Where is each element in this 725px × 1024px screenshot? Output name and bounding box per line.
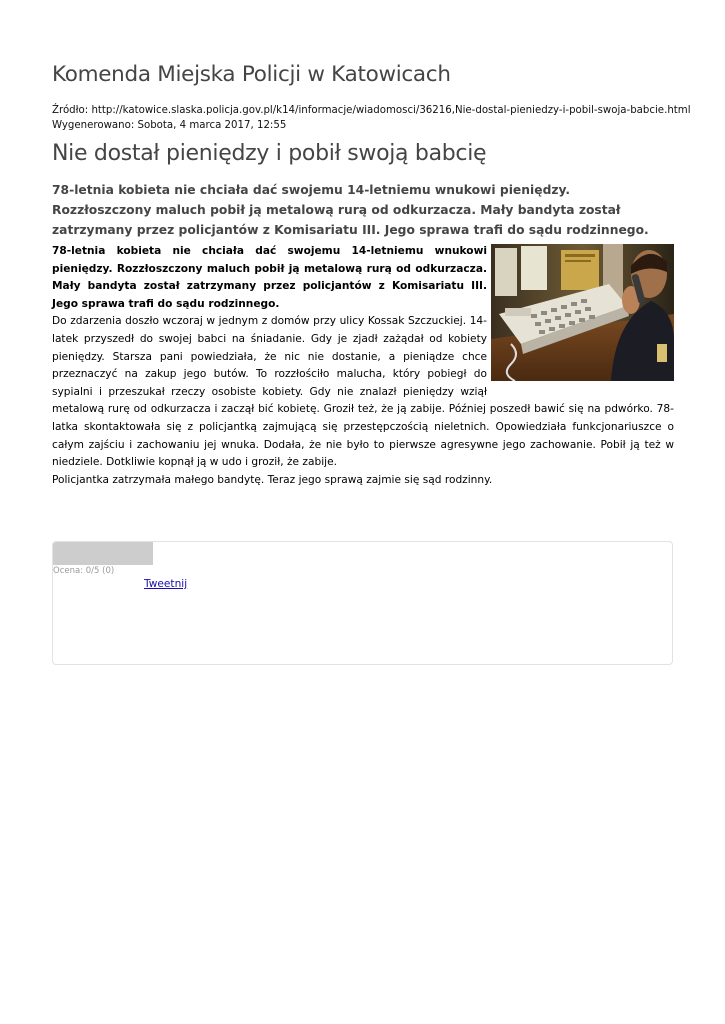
photo-image [491,244,674,381]
article-lead: 78-letnia kobieta nie chciała dać swojemu 14-letniemu wnukowi pieniędzy. Rozzłoszczony maluch pobił ją metalową rurą od odkurzacza. Mały bandyta został zatrzymany przez policjantów z Komisariatu III. Jego sprawa trafi do sądu rodzinnego. [52,183,649,237]
rating-stars[interactable] [53,542,153,565]
article-title: Nie dostał pieniędzy i pobił swoją babcię [52,141,487,166]
rating-text: Ocena: 0/5 (0) [53,566,115,576]
tweet-link[interactable]: Tweetnij [144,578,188,590]
body-paragraph: Do zdarzenia doszło wczoraj w jednym z domów przy ulicy Kossak Szczuckiej. 14-latek przyszedł do swojej babci na śniadanie. Gdy je zjadł zażądał od kobiety pieniędzy. Starsza pani powiedziała, że nic nie dostanie, a pieniądze chce przeznaczyć na zakup jego butów. To rozzłościło malucha, który pobiegł do sypialni i przeszukał rzeczy osobiste kobiety. Gdy nie znalazł pieniędzy wziął metalową rurę od odkurzacza i zaczął bić kobietę. Groził też, że ją zabije. Później poszedł bawić się na pdwórko. 78-latka skontaktowała się z policjantką zajmującą się przestępczością nieletnich. Opowiedziała funkcjonariuszce o całym zajściu i zachowaniu jej wnuka. Dodała, że nie było to pierwsze agresywne jego zachowanie. Pobił ją też w niedziele. Dotkliwie kopnął ją w udo i groził, że zabije. [52,315,674,469]
body-lead: 78-letnia kobieta nie chciała dać swojemu 14-letniemu wnukowi pieniędzy. Rozzłoszczony maluch pobił ją metalową rurą od odkurzacza. Mały bandyta został zatrzymany przez policjantów z Komisariatu III. Jego sprawa trafi do sądu rodzinnego. [52,245,487,310]
body-closing: Policjantka zatrzymała małego bandytę. Teraz jego sprawą zajmie się sąd rodzinny. [52,473,493,486]
generated-line: Wygenerowano: Sobota, 4 marca 2017, 12:55 [52,120,287,131]
article-body [52,243,674,489]
site-title: Komenda Miejska Policji w Katowicach [52,62,451,87]
source-line: Źródło: http://katowice.slaska.policja.gov.pl/k14/informacje/wiadomosci/36216,Nie-dostal-pieniedzy-i-pobil-swoja-babcie.html [52,105,691,116]
share-box [52,541,673,665]
police-dispatcher-photo [491,244,674,381]
document-meta [52,103,691,133]
